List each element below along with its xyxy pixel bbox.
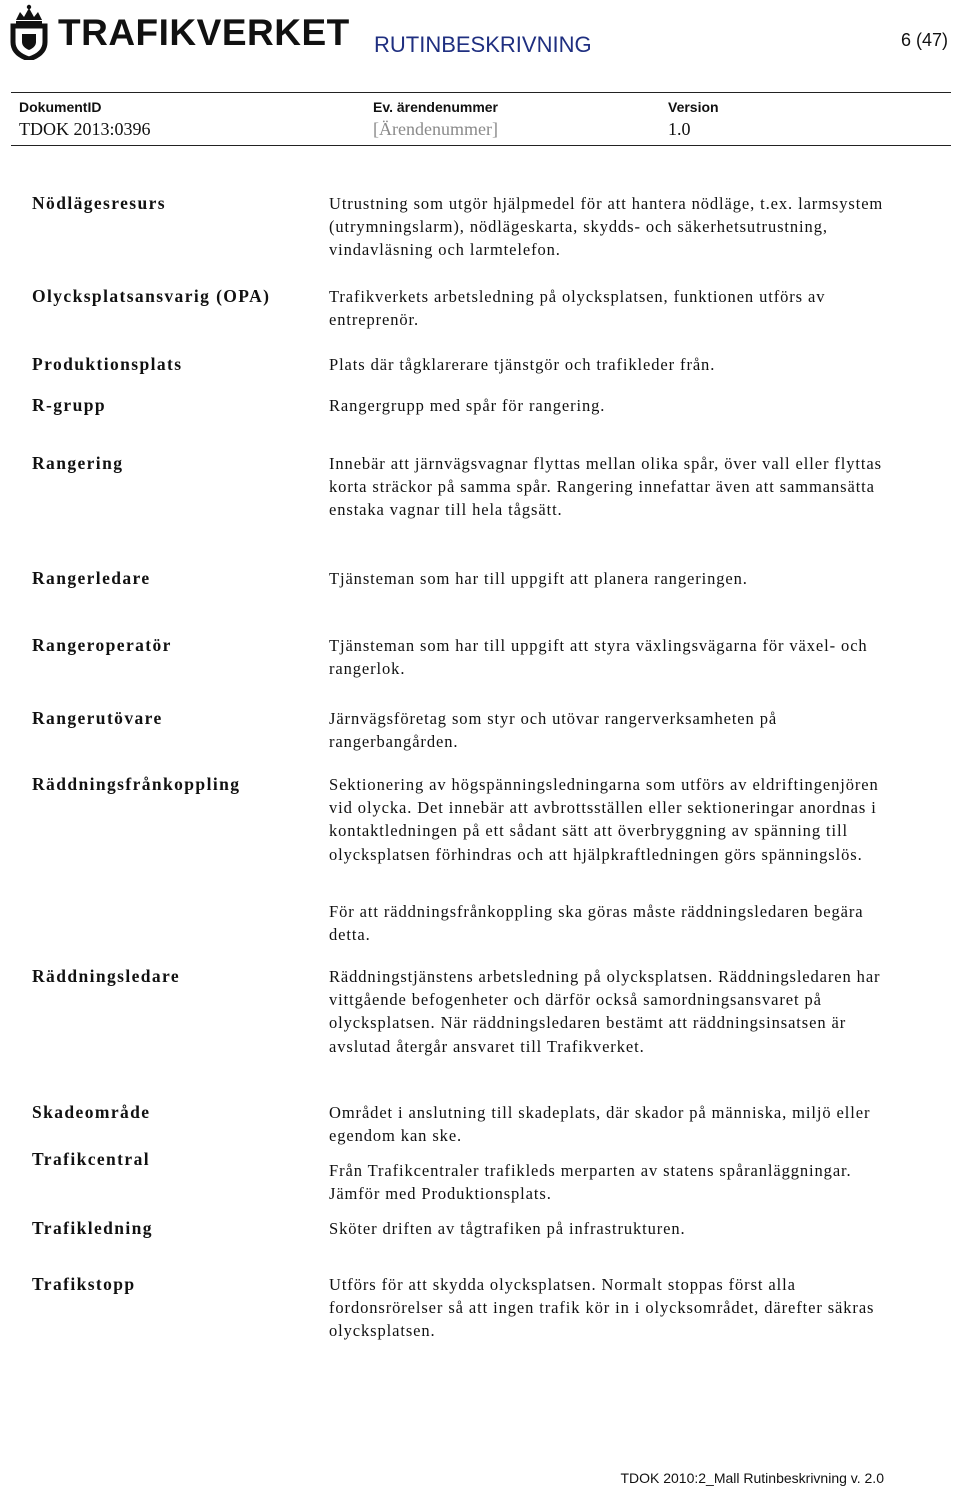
case-number-label: Ev. ärendenummer (373, 99, 499, 115)
definition: Området i anslutning till skadeplats, där skador på människa, miljö eller egendom kan ske. (329, 1103, 871, 1146)
doc-id-block (19, 99, 151, 140)
definition: Innebär att järnvägsvagnar flyttas mellan olika spår, över vall eller flyttas korta sträckor på samma spår. Rangering innefattar även att sammansätta enstaka vagnar till hela tågsätt. (329, 454, 882, 520)
term: Produktionsplats (32, 354, 183, 374)
definition: Utförs för att skydda olycksplatsen. Normalt stoppas först alla fordonsrörelser så att ingen trafik kör in i olycksområdet, därefter säkras olycksplatsen. (329, 1275, 875, 1341)
definition: Från Trafikcentraler trafikleds merparten av statens spåranläggningar. Jämför med Produktionsplats. (329, 1161, 852, 1204)
definition-note: För att räddningsfrånkoppling ska göras måste räddningsledaren begära detta. (329, 902, 864, 945)
term: Rangerledare (32, 568, 151, 588)
case-number-value: [Ärendenummer] (373, 119, 498, 139)
term: Olycksplatsansvarig (OPA) (32, 286, 271, 306)
definition: Järnvägsföretag som styr och utövar rangerverksamheten på rangerbangården. (329, 709, 778, 752)
page-header (8, 2, 952, 64)
definition: Rangergrupp med spår för rangering. (329, 396, 606, 415)
term: Skadeområde (32, 1102, 151, 1122)
definition: Sköter driften av tågtrafiken på infrastrukturen. (329, 1219, 686, 1238)
term: R-grupp (32, 395, 106, 415)
definition: Tjänsteman som har till uppgift att planera rangeringen. (329, 569, 748, 588)
term: Räddningsledare (32, 966, 181, 986)
version-label: Version (668, 99, 719, 115)
definition: Trafikverkets arbetsledning på olycksplatsen, funktionen utförs av entreprenör. (329, 287, 826, 330)
document-type: RUTINBESKRIVNING (374, 32, 592, 57)
case-number-block (373, 99, 498, 140)
term: Rangering (32, 453, 124, 473)
page-number: 6 (47) (900, 30, 948, 50)
definition: Sektionering av högspänningsledningarna som utförs av eldriftingenjören vid olycka. Det innebär att avbrottsställen eller sektioneringar anordnas i kontaktledningen på ett sådant sätt att överbryggning av spänning till olycksplatsen förhindras och att hjälpkraftledningen görs spänningslös. (329, 775, 879, 864)
definition: Utrustning som utgör hjälpmedel för att hantera nödläge, t.ex. larmsystem (utrymningslarm), nödlägeskarta, skydds- och säkerhetsutrustning, vindavläsning och larmtelefon. (329, 194, 884, 260)
trafikverket-logo (8, 4, 350, 60)
page-footer: TDOK 2010:2_Mall Rutinbeskrivning v. 2.0 (620, 1470, 884, 1486)
term: Trafikcentral (32, 1149, 150, 1169)
term: Rangeroperatör (32, 635, 172, 655)
logo-wordmark: TRAFIKVERKET (58, 11, 350, 53)
term: Räddningsfrånkoppling (32, 774, 241, 794)
definition: Tjänsteman som har till uppgift att styra växlingsvägarna för växel- och rangerlok. (329, 636, 868, 679)
term: Rangerutövare (32, 708, 163, 728)
version-value: 1.0 (668, 119, 691, 139)
doc-id-label: DokumentID (19, 99, 102, 115)
term: Trafikledning (32, 1218, 153, 1238)
document-meta (11, 92, 951, 146)
term: Trafikstopp (32, 1274, 136, 1294)
term: Nödlägesresurs (32, 193, 166, 213)
doc-id-value: TDOK 2013:0396 (19, 119, 151, 139)
definition: Räddningstjänstens arbetsledning på olycksplatsen. Räddningsledaren har vittgående befogenheter och därför också samordningsansvaret på olycksplatsen. När räddningsledaren bestämt att räddningsinsatsen är avslutad återgår ansvaret till Trafikverket. (329, 967, 881, 1056)
definition: Plats där tågklarerare tjänstgör och trafikleder från. (329, 355, 716, 374)
version-block (668, 99, 719, 140)
crown-icon (8, 4, 50, 60)
